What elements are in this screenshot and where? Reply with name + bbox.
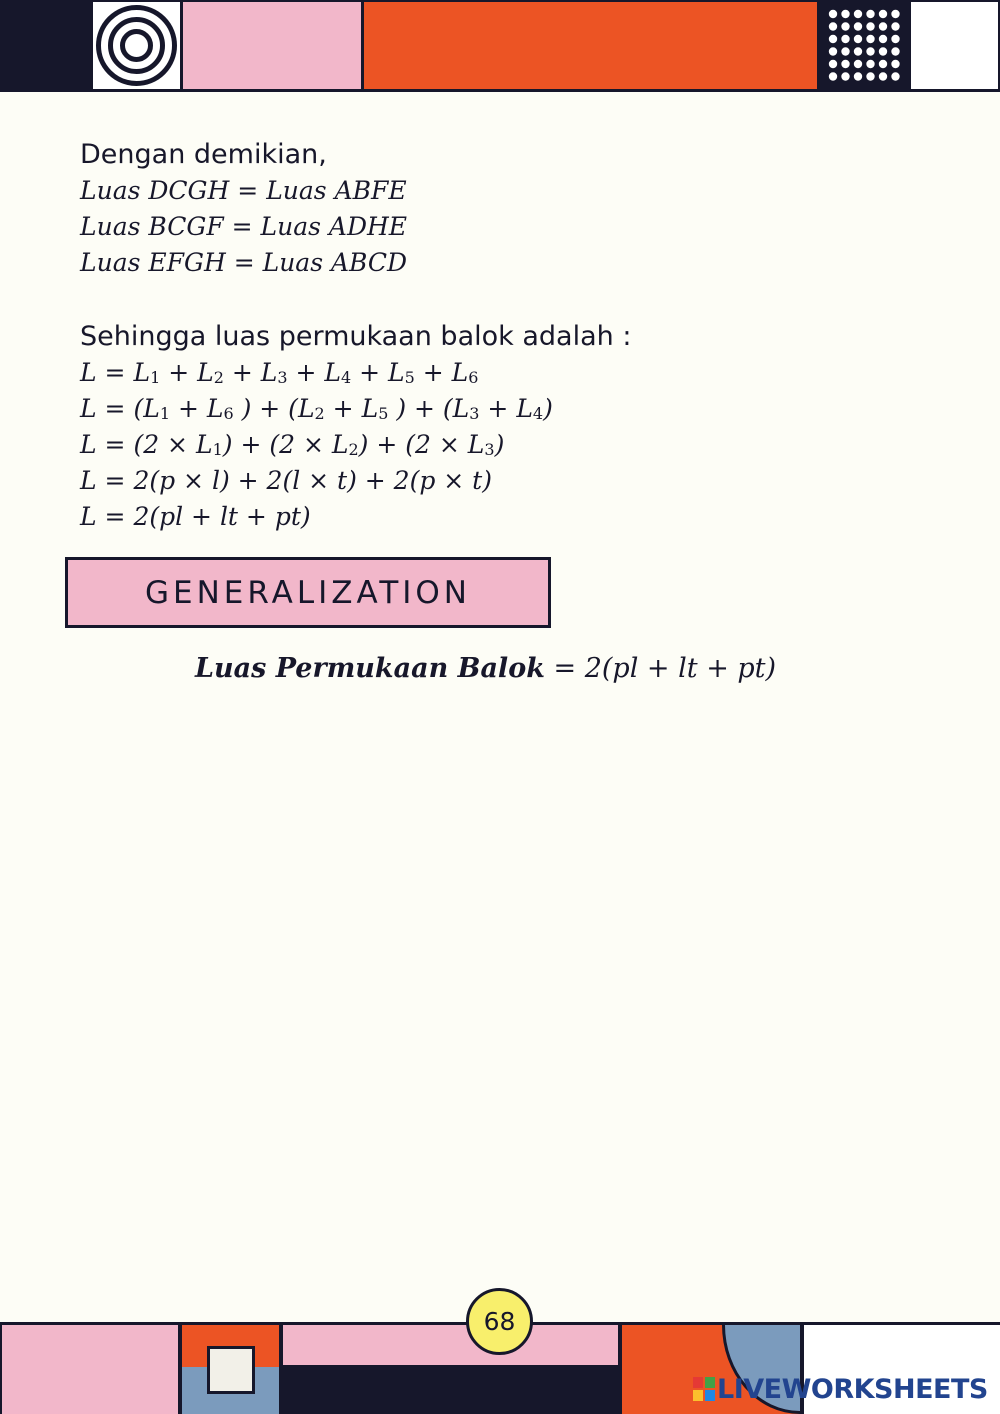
dot bbox=[854, 10, 862, 18]
equality-sign: = bbox=[225, 248, 263, 277]
white-block bbox=[911, 2, 998, 89]
dot bbox=[866, 22, 874, 30]
term-L: L bbox=[451, 358, 469, 387]
dot bbox=[891, 22, 899, 30]
separator: ) + ( bbox=[388, 394, 453, 423]
dot bbox=[841, 35, 849, 43]
plus: + bbox=[324, 394, 362, 423]
term-L: L bbox=[324, 358, 341, 387]
dot bbox=[829, 47, 837, 55]
subscript: 6 bbox=[468, 368, 479, 387]
dot-grid-icon bbox=[820, 2, 908, 89]
equality-line-2 bbox=[80, 212, 407, 241]
equality-sign: = bbox=[229, 176, 267, 205]
dot bbox=[879, 35, 887, 43]
dot bbox=[829, 35, 837, 43]
square-icon bbox=[207, 1346, 255, 1394]
concentric-circles-block bbox=[93, 2, 180, 89]
separator: ) + (2 × bbox=[358, 430, 468, 459]
lhs: L = (2 × bbox=[80, 430, 196, 459]
subscript: 2 bbox=[213, 368, 224, 387]
dot bbox=[841, 72, 849, 80]
subscript: 3 bbox=[484, 440, 495, 459]
surface-area-formula bbox=[195, 653, 776, 684]
equality-left: Luas EFGH bbox=[80, 248, 226, 277]
term-L: L bbox=[331, 430, 349, 459]
lhs: L = bbox=[80, 358, 134, 387]
subscript: 3 bbox=[277, 368, 288, 387]
subscript: 2 bbox=[314, 404, 325, 423]
subscript: 4 bbox=[340, 368, 352, 387]
dot bbox=[841, 22, 849, 30]
dot bbox=[891, 60, 899, 68]
dot bbox=[891, 47, 899, 55]
derivation-line-5: L = 2(pl + lt + pt) bbox=[80, 502, 311, 531]
conclusion-text: Sehingga luas permukaan balok adalah : bbox=[80, 321, 632, 352]
derivation-line-3 bbox=[80, 430, 504, 459]
term-L: L bbox=[206, 394, 224, 423]
dot bbox=[841, 47, 849, 55]
dot bbox=[866, 72, 874, 80]
subscript: 5 bbox=[378, 404, 389, 423]
dot bbox=[879, 72, 887, 80]
dot bbox=[891, 35, 899, 43]
dot bbox=[854, 22, 862, 30]
pink-strip bbox=[283, 1325, 618, 1365]
equality-right: Luas ABCD bbox=[262, 248, 408, 277]
close-paren: ) bbox=[543, 394, 553, 423]
dot bbox=[866, 10, 874, 18]
subscript: 1 bbox=[212, 440, 223, 459]
subscript: 3 bbox=[469, 404, 480, 423]
watermark-text: LIVEWORKSHEETS bbox=[717, 1373, 988, 1405]
lhs: L = ( bbox=[80, 394, 144, 423]
plus: + bbox=[414, 358, 452, 387]
close-paren: ) bbox=[494, 430, 505, 459]
dot bbox=[829, 10, 837, 18]
pink-block bbox=[183, 2, 361, 89]
plus: + bbox=[160, 358, 198, 387]
dot bbox=[879, 47, 887, 55]
dot bbox=[891, 72, 899, 80]
term-L: L bbox=[260, 358, 278, 387]
equality-sign: = bbox=[223, 212, 261, 241]
dot bbox=[841, 60, 849, 68]
pink-block bbox=[2, 1325, 178, 1414]
dot bbox=[841, 10, 849, 18]
generalization-banner bbox=[65, 557, 551, 628]
term-L: L bbox=[143, 394, 160, 423]
dot bbox=[829, 22, 837, 30]
formula-expression: 2(pl + lt + pt) bbox=[584, 653, 777, 684]
term-L: L bbox=[516, 394, 533, 423]
plus: + bbox=[170, 394, 207, 423]
top-decorative-band bbox=[0, 0, 1000, 92]
dot bbox=[879, 60, 887, 68]
subscript: 1 bbox=[159, 404, 170, 423]
dot bbox=[866, 60, 874, 68]
liveworksheets-logo-icon bbox=[693, 1377, 715, 1401]
subscript: 1 bbox=[150, 368, 161, 387]
term-L: L bbox=[133, 358, 151, 387]
dot-grid-block bbox=[820, 2, 908, 89]
page-number-badge: 68 bbox=[466, 1288, 533, 1355]
dot bbox=[879, 10, 887, 18]
plus: + bbox=[287, 358, 325, 387]
plus: + bbox=[479, 394, 517, 423]
derivation-line-2 bbox=[80, 394, 553, 423]
term-L: L bbox=[361, 394, 379, 423]
equality-right: Luas ADHE bbox=[260, 212, 408, 241]
watermark[interactable] bbox=[693, 1372, 988, 1406]
separator: ) + (2 × bbox=[222, 430, 332, 459]
equality-left: Luas DCGH bbox=[80, 176, 230, 205]
plus: + bbox=[223, 358, 261, 387]
dot bbox=[854, 35, 862, 43]
term-L: L bbox=[467, 430, 485, 459]
formula-name: Luas Permukaan Balok bbox=[195, 653, 545, 684]
intro-text: Dengan demikian, bbox=[80, 139, 327, 170]
plus: + bbox=[351, 358, 389, 387]
dot bbox=[879, 22, 887, 30]
derivation-line-1 bbox=[80, 358, 478, 387]
term-L: L bbox=[388, 358, 405, 387]
equality-left: Luas BCGF bbox=[80, 212, 224, 241]
generalization-label: GENERALIZATION bbox=[145, 574, 471, 611]
dot bbox=[829, 72, 837, 80]
equality-line-3 bbox=[80, 248, 407, 277]
equality-line-1 bbox=[80, 176, 407, 205]
dot bbox=[854, 60, 862, 68]
orange-block bbox=[364, 2, 817, 89]
term-L: L bbox=[452, 394, 470, 423]
dot bbox=[829, 60, 837, 68]
dot bbox=[866, 35, 874, 43]
equality-right: Luas ABFE bbox=[266, 176, 407, 205]
dot bbox=[854, 47, 862, 55]
target-circles-icon bbox=[93, 2, 180, 89]
derivation-line-4: L = 2(p × l) + 2(l × t) + 2(p × t) bbox=[80, 466, 492, 495]
subscript: 2 bbox=[348, 440, 359, 459]
subscript: 5 bbox=[404, 368, 415, 387]
term-L: L bbox=[195, 430, 213, 459]
dot bbox=[854, 72, 862, 80]
separator: ) + ( bbox=[233, 394, 298, 423]
formula-equals: = bbox=[544, 653, 585, 684]
dot bbox=[891, 10, 899, 18]
term-L: L bbox=[197, 358, 214, 387]
term-L: L bbox=[297, 394, 315, 423]
dot bbox=[866, 47, 874, 55]
subscript: 6 bbox=[223, 404, 234, 423]
subscript: 4 bbox=[532, 404, 544, 423]
